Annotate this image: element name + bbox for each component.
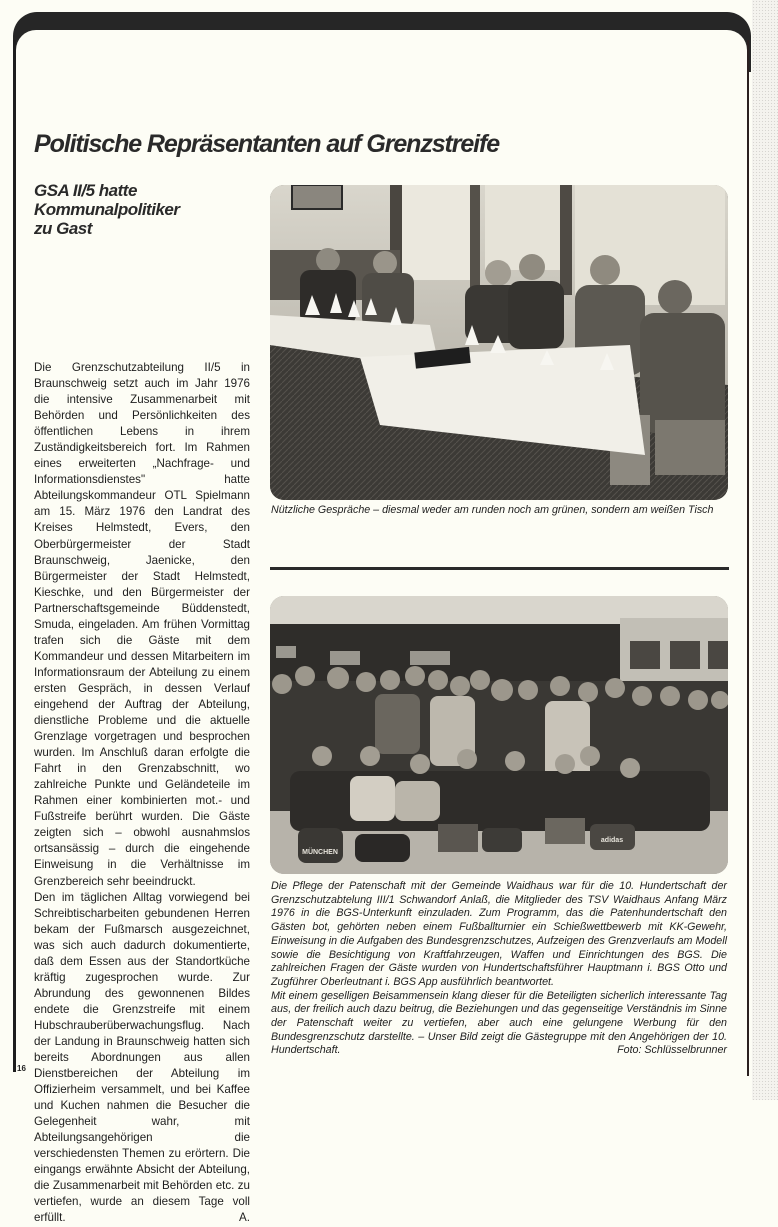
group-photo-illustration	[270, 596, 728, 874]
article-headline: Politische Repräsentanten auf Grenzstreife	[34, 130, 500, 158]
bag-label-adidas: adidas	[600, 837, 624, 844]
caption-paragraph-text: Mit einem geselligen Beisammensein klang dieser für die Beteiligten sicherlich interessante Tag aus, der freilich auch dazu beitrug, die Beziehungen und das gegenseitige Verständnis im Sinne der Patenschaft weiter zu vertiefen, aber auch eine gelungene Werbung für den Bundesgrenzschutz darstellte. – Unser Bild zeigt die Gästegruppe mit den Angehörigen der 10. Hundertschaft.	[271, 989, 727, 1057]
article-paragraph: Die Grenzschutzabteilung II/5 in Braunschweig setzt auch im Jahr 1976 die intensive Zusammenarbeit mit Behörden und Persönlichkeiten des öffentlichen Lebens in ihrem Zuständigkeitsbereich fort. Im Rahmen eines erweiterten „Nachfrage- und Informationsdienstes" hatte Abteilungskommandeur OTL Spielmann am 15. März 1976 den Landrat des Kreises Helmstedt, Evers, den Oberbürgermeister der Stadt Braunschweig, Jaenicke, den Bürgermeister der Stadt Helmstedt, Kieschke, und den Bürgermeister der Partnerschaftsgemeinde Büddenstedt, Smuda, eingeladen. Am frühen Vormittag trafen sich die Gäste mit dem Kommandeur und dessen Mitarbeitern im Informationsraum der Abteilung zu einem ersten Gespräch, in dessen Verlauf eingehend der Auftrag der Abteilung, dienstliche Probleme und die aktuelle Grenzlage vorgetragen und besprochen wurden. Im Anschluß daran erfolgte die Fahrt in den Grenzabschnitt, wo zahlreiche Punkte und Geländeteile im Rahmen einer kombinierten mot.- und Fußstreife berührt wurden. Die Gäste zeigten sich – obwohl ausnahmslos ortsansässig – durch die eingehende Einweisung in die Verhältnisse im Grenzbereich sehr beeindruckt.	[34, 361, 250, 888]
group-photo-caption	[271, 880, 727, 1058]
page-number: 16	[17, 1064, 26, 1073]
meeting-photo	[270, 185, 728, 500]
group-photo	[270, 596, 728, 874]
photo-credit: Foto: Schlüsselbrunner	[617, 1044, 727, 1057]
page-frame-right-rule	[747, 40, 749, 1076]
meeting-photo-illustration	[270, 185, 728, 500]
subhead-line: zu Gast	[34, 219, 92, 238]
article-body	[34, 360, 250, 1227]
page-frame-left-rule	[13, 40, 16, 1072]
caption-paragraph: Die Pflege der Patenschaft mit der Gemeinde Waidhaus war für die 10. Hundertschaft der Grenzschutzabtelung III/1 Schwandorf Anlaß, die Mitglieder des TSV Waidhaus Anfang März 1976 in die BGS-Unterkunft einzuladen. Zum Programm, das die Patenhundertschaft den Gästen bot, gehörten neben einem Fußballturnier ein Schießwettbewerb mit KK-Gewehr, Einweisung in die Aufgaben des Bundesgrenzschutzes, Aufzeigen des Grenzverlaufs am Modell sowie die Besichtigung von Kraftfahrzeugen, Waffen und Einrichtungen des BGS. Die zahlreichen Fragen der Gäste wurden von Hundertschaftsführer Hauptmann i. BGS Otto und Zugführer Oberleutnant i. BGS App ausführlich beantwortet.	[271, 880, 727, 988]
section-divider-rule	[270, 567, 729, 570]
subhead-line: GSA II/5 hatte	[34, 181, 137, 200]
page-edge-strip	[752, 0, 778, 1100]
article-paragraph	[34, 890, 250, 1227]
caption-paragraph	[271, 990, 727, 1059]
article-subhead	[34, 181, 254, 238]
article-signature: A.	[239, 1211, 250, 1225]
bag-label-muenchen: MÜNCHEN	[302, 849, 338, 856]
article-paragraph-text: Den im täglichen Alltag vorwiegend bei Schreibtischarbeiten gebundenen Herren bekam der Fußmarsch ausgezeichnet, was sich auch dadurch dokumentierte, daß dem Essen aus der Standortküche kräftig zugesprochen wurde. Zur Abrundung des gewonnenen Bildes endete die Grenzstreife mit einem Hubschrauberüberwachungsflug. Nach der Landung in Braunschweig hatten sich bereits Abordnungen aus allen Dienstbereichen der Abteilung im Offizierheim versammelt, und bei Kaffee und Kuchen nahmen die Besucher die Gelegenheit wahr, mit Abteilungsangehörigen die verschiedensten Themen zu erörtern. Die eingangs erwähnte Absicht der Abteilung, die Zusammenarbeit mit Behörden etc. zu vertiefen, wurde an diesem Tage voll erfüllt.	[34, 890, 250, 1225]
meeting-photo-caption: Nützliche Gespräche – diesmal weder am runden noch am grünen, sondern am weißen Tisch	[271, 504, 714, 516]
subhead-line: Kommunalpolitiker	[34, 200, 180, 219]
